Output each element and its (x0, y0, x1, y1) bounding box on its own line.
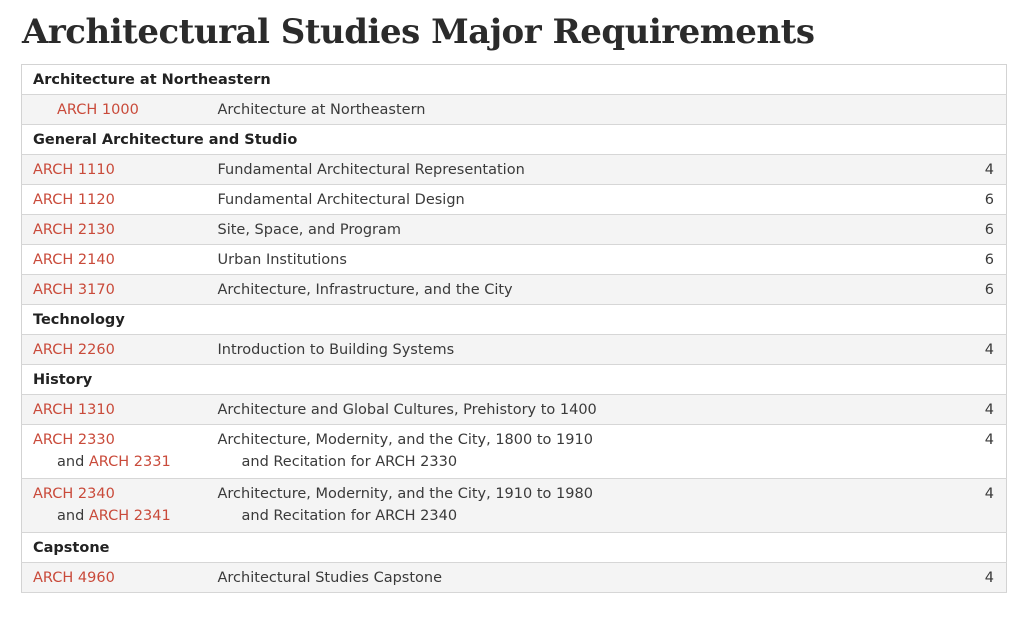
course-hours: 6 (947, 185, 1007, 215)
section-header: General Architecture and Studio (22, 125, 1007, 155)
recitation-title: and Recitation for ARCH 2330 (241, 454, 458, 470)
course-row (22, 275, 1007, 305)
course-row (22, 95, 1007, 125)
course-code-cell (22, 185, 218, 215)
course-row (22, 215, 1007, 245)
section-header-row (22, 65, 1007, 95)
course-code-cell (22, 479, 218, 533)
course-title: Architecture, Modernity, and the City, 1910 to 1980 (217, 486, 593, 502)
course-code-cell (22, 425, 218, 479)
course-row (22, 395, 1007, 425)
course-row (22, 155, 1007, 185)
course-title: Architecture at Northeastern (218, 95, 947, 125)
section-header-row (22, 365, 1007, 395)
course-row (22, 563, 1007, 593)
course-row (22, 479, 1007, 533)
course-code-cell (22, 215, 218, 245)
course-code-link[interactable]: ARCH 1120 (33, 192, 115, 208)
course-hours: 6 (947, 215, 1007, 245)
requirements-table-body (22, 65, 1007, 593)
section-header: Technology (22, 305, 1007, 335)
course-code-link[interactable]: ARCH 2140 (33, 252, 115, 268)
course-code-link[interactable]: ARCH 2130 (33, 222, 115, 238)
course-title: Introduction to Building Systems (218, 335, 947, 365)
course-title-cell (218, 425, 947, 479)
course-code-link[interactable]: ARCH 1000 (57, 102, 139, 118)
course-title: Urban Institutions (218, 245, 947, 275)
recitation-title: and Recitation for ARCH 2340 (241, 508, 458, 524)
course-code-link[interactable]: ARCH 3170 (33, 282, 115, 298)
course-hours: 6 (947, 275, 1007, 305)
and-line (33, 505, 218, 527)
section-header: Architecture at Northeastern (22, 65, 1007, 95)
and-label: and (57, 508, 85, 524)
course-row (22, 185, 1007, 215)
course-code-cell (22, 563, 218, 593)
course-title-cell (218, 479, 947, 533)
course-code-cell (22, 335, 218, 365)
course-row (22, 425, 1007, 479)
course-code-link[interactable]: ARCH 2260 (33, 342, 115, 358)
section-header: History (22, 365, 1007, 395)
course-code-link[interactable]: ARCH 2341 (88, 508, 171, 524)
requirements-table (21, 64, 1007, 593)
course-row (22, 335, 1007, 365)
course-hours: 4 (947, 155, 1007, 185)
course-row (22, 245, 1007, 275)
course-code-link[interactable]: ARCH 4960 (33, 570, 115, 586)
page-title: Architectural Studies Major Requirements (22, 12, 815, 52)
course-hours: 4 (947, 563, 1007, 593)
section-header-row (22, 125, 1007, 155)
course-code-link[interactable]: ARCH 1110 (33, 162, 115, 178)
section-header-row (22, 533, 1007, 563)
and-line (33, 451, 218, 473)
course-title: Architecture, Infrastructure, and the City (218, 275, 947, 305)
course-code-link[interactable]: ARCH 1310 (33, 402, 115, 418)
course-title: Architecture and Global Cultures, Prehistory to 1400 (218, 395, 947, 425)
course-title: Architectural Studies Capstone (218, 563, 947, 593)
course-hours: 4 (947, 479, 1007, 533)
course-title: Fundamental Architectural Design (218, 185, 947, 215)
course-code-cell (22, 95, 218, 125)
course-code-cell (22, 275, 218, 305)
course-hours: 4 (947, 425, 1007, 479)
course-code-link[interactable]: ARCH 2330 (33, 432, 115, 448)
and-label: and (57, 454, 85, 470)
section-header: Capstone (22, 533, 1007, 563)
course-title: Fundamental Architectural Representation (218, 155, 947, 185)
section-header-row (22, 305, 1007, 335)
course-code-link[interactable]: ARCH 2331 (88, 454, 171, 470)
course-code-cell (22, 155, 218, 185)
course-title: Architecture, Modernity, and the City, 1800 to 1910 (217, 432, 593, 448)
course-hours: 4 (947, 395, 1007, 425)
course-hours: 4 (947, 335, 1007, 365)
course-code-cell (22, 395, 218, 425)
course-title: Site, Space, and Program (218, 215, 947, 245)
course-code-cell (22, 245, 218, 275)
course-hours: 6 (947, 245, 1007, 275)
course-hours (947, 95, 1007, 125)
course-code-link[interactable]: ARCH 2340 (33, 486, 115, 502)
